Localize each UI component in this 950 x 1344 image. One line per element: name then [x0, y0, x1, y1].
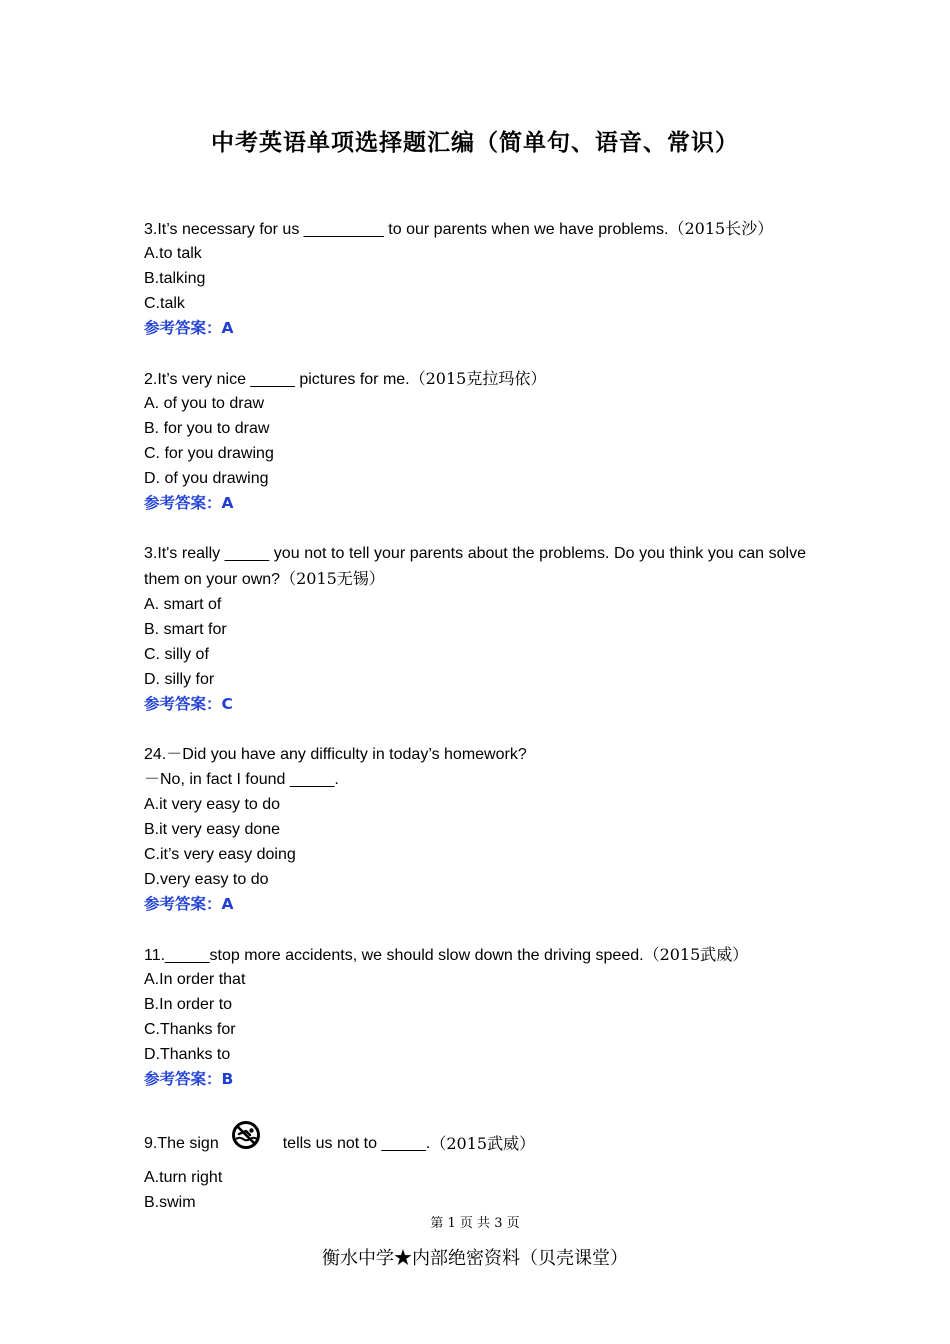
option-c: C.Thanks for [144, 1021, 236, 1038]
option-a: A.In order that [144, 971, 246, 988]
question-stem: 9.The sign tells us not to _____. （2015武威） [144, 1123, 806, 1165]
option-a: A.turn right [144, 1169, 223, 1186]
option-c: C.it’s very easy doing [144, 846, 296, 863]
question-block [144, 1123, 806, 1215]
no-swimming-sign-icon [231, 1120, 261, 1150]
question-source: （2015长沙） [668, 219, 774, 238]
question-stem: 3.It’s necessary for us _________ to our parents when we have problems.（2015长沙） [144, 219, 774, 238]
option-b: B.In order to [144, 996, 233, 1013]
option-c: C. silly of [144, 646, 209, 663]
question-source: （2015克拉玛依） [409, 369, 547, 388]
question-list [144, 216, 806, 1215]
option-d: D. silly for [144, 671, 215, 688]
answer-key: 参考答案：C [144, 695, 233, 713]
footer-brand: 衡水中学★内部绝密资料（贝壳课堂） [322, 1248, 628, 1269]
question-stem: 24.－Did you have any difficulty in today’s homework? [144, 746, 527, 763]
answer-key: 参考答案：B [144, 1070, 234, 1088]
option-a: A.to talk [144, 245, 202, 262]
question-source: （2015武威） [643, 945, 749, 964]
page-title: 中考英语单项选择题汇编（简单句、语音、常识） [211, 130, 739, 156]
option-a: A. smart of [144, 596, 222, 613]
question-stem-reply: －No, in fact I found _____. [144, 771, 339, 788]
question-stem: 11._____stop more accidents, we should slow down the driving speed.（2015武威） [144, 945, 749, 964]
option-a: A.it very easy to do [144, 796, 281, 813]
option-b: B.it very easy done [144, 821, 281, 838]
option-b: B. smart for [144, 621, 227, 638]
option-a: A. of you to draw [144, 395, 265, 412]
option-c: C. for you drawing [144, 445, 274, 462]
option-d: D.very easy to do [144, 871, 269, 888]
answer-key: 参考答案：A [144, 895, 234, 913]
option-b: B. for you to draw [144, 420, 270, 437]
page-number: 第 1 页 共 3 页 [430, 1216, 520, 1231]
question-block [144, 541, 806, 717]
question-source: （2015武威） [430, 1134, 536, 1153]
question-stem: 3.It's really _____ you not to tell your parents about the problems. Do you think you can solve them on your own?（2015无锡） [144, 545, 806, 588]
question-block [144, 216, 806, 341]
answer-key: 参考答案：A [144, 319, 234, 337]
option-d: D.Thanks to [144, 1046, 231, 1063]
question-source: （2015无锡） [280, 569, 385, 588]
option-b: B.talking [144, 270, 206, 287]
option-c: C.talk [144, 295, 185, 312]
answer-key: 参考答案：A [144, 494, 234, 512]
question-block [144, 366, 806, 516]
option-d: D. of you drawing [144, 470, 269, 487]
option-b: B.swim [144, 1194, 196, 1211]
question-block [144, 942, 806, 1092]
question-block [144, 742, 806, 917]
question-stem: 2.It’s very nice _____ pictures for me.（2015克拉玛依） [144, 369, 547, 388]
